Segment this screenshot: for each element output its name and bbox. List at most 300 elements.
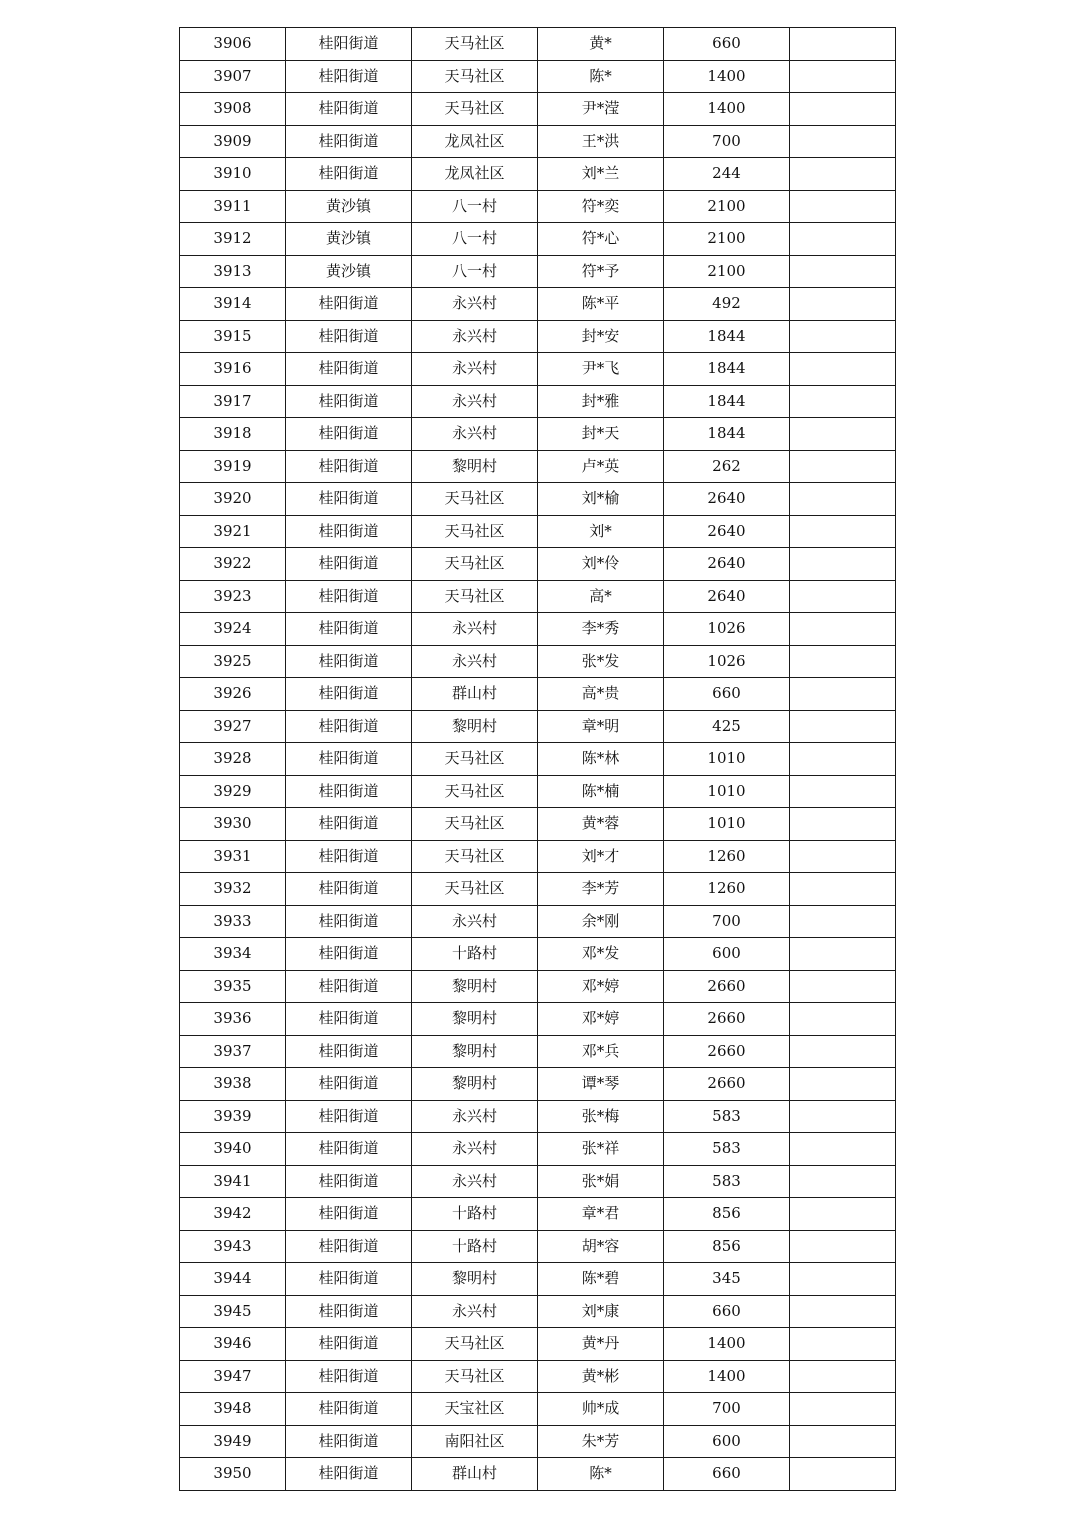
name-cell: 章*君 (538, 1198, 664, 1231)
table-row (180, 483, 896, 516)
town-cell: 桂阳街道 (286, 1003, 412, 1036)
amount-cell: 1844 (664, 320, 790, 353)
town-cell: 黄沙镇 (286, 223, 412, 256)
table-row (180, 418, 896, 451)
amount-cell: 1026 (664, 645, 790, 678)
note-cell (790, 28, 896, 61)
table-row (180, 190, 896, 223)
roster-table (179, 27, 896, 1491)
table-row (180, 743, 896, 776)
serial-number-cell: 3921 (180, 515, 286, 548)
town-cell: 桂阳街道 (286, 385, 412, 418)
name-cell: 邓*兵 (538, 1035, 664, 1068)
note-cell (790, 1035, 896, 1068)
serial-number-cell: 3922 (180, 548, 286, 581)
amount-cell: 2100 (664, 190, 790, 223)
town-cell: 桂阳街道 (286, 1263, 412, 1296)
village-cell: 天马社区 (412, 548, 538, 581)
town-cell: 桂阳街道 (286, 1133, 412, 1166)
name-cell: 尹*飞 (538, 353, 664, 386)
table-row (180, 1425, 896, 1458)
village-cell: 天马社区 (412, 93, 538, 126)
table-row (180, 515, 896, 548)
note-cell (790, 1133, 896, 1166)
serial-number-cell: 3949 (180, 1425, 286, 1458)
serial-number-cell: 3940 (180, 1133, 286, 1166)
serial-number-cell: 3927 (180, 710, 286, 743)
note-cell (790, 515, 896, 548)
serial-number-cell: 3936 (180, 1003, 286, 1036)
note-cell (790, 1003, 896, 1036)
amount-cell: 856 (664, 1230, 790, 1263)
town-cell: 桂阳街道 (286, 1328, 412, 1361)
note-cell (790, 1198, 896, 1231)
serial-number-cell: 3916 (180, 353, 286, 386)
village-cell: 八一村 (412, 255, 538, 288)
table-row (180, 1393, 896, 1426)
table-row (180, 710, 896, 743)
village-cell: 十路村 (412, 1230, 538, 1263)
serial-number-cell: 3918 (180, 418, 286, 451)
note-cell (790, 190, 896, 223)
table-row (180, 255, 896, 288)
note-cell (790, 580, 896, 613)
village-cell: 天马社区 (412, 28, 538, 61)
amount-cell: 1400 (664, 1360, 790, 1393)
town-cell: 桂阳街道 (286, 1165, 412, 1198)
serial-number-cell: 3930 (180, 808, 286, 841)
note-cell (790, 678, 896, 711)
serial-number-cell: 3945 (180, 1295, 286, 1328)
serial-number-cell: 3920 (180, 483, 286, 516)
amount-cell: 1844 (664, 418, 790, 451)
name-cell: 张*发 (538, 645, 664, 678)
note-cell (790, 1165, 896, 1198)
serial-number-cell: 3934 (180, 938, 286, 971)
table-row (180, 353, 896, 386)
serial-number-cell: 3911 (180, 190, 286, 223)
table-row (180, 60, 896, 93)
serial-number-cell: 3932 (180, 873, 286, 906)
name-cell: 高*贵 (538, 678, 664, 711)
table-row (180, 28, 896, 61)
village-cell: 永兴村 (412, 320, 538, 353)
village-cell: 龙凤社区 (412, 125, 538, 158)
serial-number-cell: 3933 (180, 905, 286, 938)
village-cell: 永兴村 (412, 905, 538, 938)
note-cell (790, 1458, 896, 1491)
town-cell: 桂阳街道 (286, 1035, 412, 1068)
amount-cell: 2660 (664, 1068, 790, 1101)
village-cell: 天马社区 (412, 743, 538, 776)
town-cell: 桂阳街道 (286, 158, 412, 191)
amount-cell: 583 (664, 1165, 790, 1198)
table-row (180, 1263, 896, 1296)
serial-number-cell: 3909 (180, 125, 286, 158)
note-cell (790, 645, 896, 678)
name-cell: 黄*蓉 (538, 808, 664, 841)
name-cell: 朱*芳 (538, 1425, 664, 1458)
note-cell (790, 223, 896, 256)
table-row (180, 223, 896, 256)
village-cell: 天马社区 (412, 483, 538, 516)
village-cell: 黎明村 (412, 1068, 538, 1101)
table-row (180, 1003, 896, 1036)
amount-cell: 1026 (664, 613, 790, 646)
town-cell: 桂阳街道 (286, 1425, 412, 1458)
note-cell (790, 450, 896, 483)
amount-cell: 1844 (664, 385, 790, 418)
name-cell: 黄*丹 (538, 1328, 664, 1361)
note-cell (790, 840, 896, 873)
name-cell: 陈* (538, 1458, 664, 1491)
amount-cell: 1260 (664, 873, 790, 906)
village-cell: 黎明村 (412, 450, 538, 483)
town-cell: 桂阳街道 (286, 1458, 412, 1491)
amount-cell: 2640 (664, 483, 790, 516)
serial-number-cell: 3908 (180, 93, 286, 126)
table-row (180, 385, 896, 418)
village-cell: 永兴村 (412, 385, 538, 418)
town-cell: 桂阳街道 (286, 808, 412, 841)
name-cell: 邓*婷 (538, 1003, 664, 1036)
amount-cell: 856 (664, 1198, 790, 1231)
note-cell (790, 1230, 896, 1263)
name-cell: 符*奕 (538, 190, 664, 223)
name-cell: 陈*平 (538, 288, 664, 321)
note-cell (790, 970, 896, 1003)
roster-table-body (180, 28, 896, 1491)
name-cell: 张*祥 (538, 1133, 664, 1166)
note-cell (790, 1068, 896, 1101)
name-cell: 尹*滢 (538, 93, 664, 126)
table-row (180, 320, 896, 353)
name-cell: 刘*伶 (538, 548, 664, 581)
serial-number-cell: 3937 (180, 1035, 286, 1068)
serial-number-cell: 3939 (180, 1100, 286, 1133)
town-cell: 桂阳街道 (286, 418, 412, 451)
table-row (180, 905, 896, 938)
town-cell: 桂阳街道 (286, 938, 412, 971)
name-cell: 符*予 (538, 255, 664, 288)
name-cell: 刘*榆 (538, 483, 664, 516)
town-cell: 桂阳街道 (286, 873, 412, 906)
town-cell: 桂阳街道 (286, 710, 412, 743)
name-cell: 邓*发 (538, 938, 664, 971)
town-cell: 黄沙镇 (286, 190, 412, 223)
name-cell: 卢*英 (538, 450, 664, 483)
amount-cell: 262 (664, 450, 790, 483)
note-cell (790, 1360, 896, 1393)
town-cell: 桂阳街道 (286, 125, 412, 158)
village-cell: 永兴村 (412, 613, 538, 646)
serial-number-cell: 3914 (180, 288, 286, 321)
note-cell (790, 743, 896, 776)
name-cell: 李*秀 (538, 613, 664, 646)
village-cell: 八一村 (412, 190, 538, 223)
name-cell: 符*心 (538, 223, 664, 256)
village-cell: 天马社区 (412, 775, 538, 808)
serial-number-cell: 3943 (180, 1230, 286, 1263)
name-cell: 邓*婷 (538, 970, 664, 1003)
amount-cell: 2640 (664, 548, 790, 581)
village-cell: 黎明村 (412, 1035, 538, 1068)
serial-number-cell: 3913 (180, 255, 286, 288)
serial-number-cell: 3926 (180, 678, 286, 711)
table-row (180, 288, 896, 321)
village-cell: 天马社区 (412, 1360, 538, 1393)
table-row (180, 1198, 896, 1231)
town-cell: 桂阳街道 (286, 1360, 412, 1393)
amount-cell: 660 (664, 28, 790, 61)
amount-cell: 1400 (664, 60, 790, 93)
table-row (180, 645, 896, 678)
amount-cell: 2660 (664, 1003, 790, 1036)
town-cell: 桂阳街道 (286, 60, 412, 93)
town-cell: 桂阳街道 (286, 1230, 412, 1263)
name-cell: 黄*彬 (538, 1360, 664, 1393)
table-row (180, 678, 896, 711)
village-cell: 天宝社区 (412, 1393, 538, 1426)
amount-cell: 600 (664, 1425, 790, 1458)
village-cell: 永兴村 (412, 1165, 538, 1198)
note-cell (790, 385, 896, 418)
town-cell: 桂阳街道 (286, 320, 412, 353)
village-cell: 天马社区 (412, 1328, 538, 1361)
village-cell: 龙凤社区 (412, 158, 538, 191)
name-cell: 章*明 (538, 710, 664, 743)
table-row (180, 125, 896, 158)
note-cell (790, 938, 896, 971)
amount-cell: 583 (664, 1133, 790, 1166)
town-cell: 桂阳街道 (286, 548, 412, 581)
note-cell (790, 873, 896, 906)
serial-number-cell: 3947 (180, 1360, 286, 1393)
town-cell: 桂阳街道 (286, 1295, 412, 1328)
serial-number-cell: 3923 (180, 580, 286, 613)
town-cell: 桂阳街道 (286, 580, 412, 613)
serial-number-cell: 3907 (180, 60, 286, 93)
serial-number-cell: 3917 (180, 385, 286, 418)
amount-cell: 2660 (664, 1035, 790, 1068)
name-cell: 高* (538, 580, 664, 613)
village-cell: 八一村 (412, 223, 538, 256)
amount-cell: 1010 (664, 808, 790, 841)
town-cell: 桂阳街道 (286, 743, 412, 776)
village-cell: 十路村 (412, 1198, 538, 1231)
note-cell (790, 1393, 896, 1426)
name-cell: 封*天 (538, 418, 664, 451)
town-cell: 桂阳街道 (286, 613, 412, 646)
town-cell: 桂阳街道 (286, 1393, 412, 1426)
name-cell: 张*梅 (538, 1100, 664, 1133)
town-cell: 桂阳街道 (286, 450, 412, 483)
note-cell (790, 320, 896, 353)
amount-cell: 700 (664, 905, 790, 938)
serial-number-cell: 3948 (180, 1393, 286, 1426)
amount-cell: 244 (664, 158, 790, 191)
note-cell (790, 125, 896, 158)
name-cell: 刘* (538, 515, 664, 548)
name-cell: 余*刚 (538, 905, 664, 938)
name-cell: 刘*兰 (538, 158, 664, 191)
name-cell: 黄* (538, 28, 664, 61)
village-cell: 天马社区 (412, 840, 538, 873)
table-row (180, 1458, 896, 1491)
table-row (180, 1328, 896, 1361)
table-row (180, 775, 896, 808)
note-cell (790, 613, 896, 646)
amount-cell: 425 (664, 710, 790, 743)
table-row (180, 970, 896, 1003)
table-row (180, 808, 896, 841)
name-cell: 封*雅 (538, 385, 664, 418)
serial-number-cell: 3929 (180, 775, 286, 808)
table-row (180, 873, 896, 906)
serial-number-cell: 3938 (180, 1068, 286, 1101)
table-row (180, 1295, 896, 1328)
note-cell (790, 158, 896, 191)
serial-number-cell: 3912 (180, 223, 286, 256)
serial-number-cell: 3946 (180, 1328, 286, 1361)
village-cell: 黎明村 (412, 1263, 538, 1296)
amount-cell: 2660 (664, 970, 790, 1003)
note-cell (790, 905, 896, 938)
village-cell: 天马社区 (412, 60, 538, 93)
amount-cell: 1400 (664, 93, 790, 126)
name-cell: 封*安 (538, 320, 664, 353)
town-cell: 黄沙镇 (286, 255, 412, 288)
table-row (180, 613, 896, 646)
note-cell (790, 418, 896, 451)
note-cell (790, 808, 896, 841)
amount-cell: 2640 (664, 580, 790, 613)
table-row (180, 580, 896, 613)
village-cell: 永兴村 (412, 288, 538, 321)
note-cell (790, 1263, 896, 1296)
serial-number-cell: 3915 (180, 320, 286, 353)
name-cell: 陈*碧 (538, 1263, 664, 1296)
town-cell: 桂阳街道 (286, 1198, 412, 1231)
serial-number-cell: 3924 (180, 613, 286, 646)
village-cell: 永兴村 (412, 1295, 538, 1328)
amount-cell: 1010 (664, 775, 790, 808)
name-cell: 陈* (538, 60, 664, 93)
note-cell (790, 1100, 896, 1133)
note-cell (790, 1425, 896, 1458)
amount-cell: 660 (664, 678, 790, 711)
town-cell: 桂阳街道 (286, 775, 412, 808)
town-cell: 桂阳街道 (286, 28, 412, 61)
village-cell: 十路村 (412, 938, 538, 971)
table-row (180, 93, 896, 126)
serial-number-cell: 3935 (180, 970, 286, 1003)
village-cell: 群山村 (412, 678, 538, 711)
amount-cell: 700 (664, 1393, 790, 1426)
village-cell: 天马社区 (412, 808, 538, 841)
table-row (180, 1133, 896, 1166)
amount-cell: 1260 (664, 840, 790, 873)
village-cell: 黎明村 (412, 970, 538, 1003)
village-cell: 永兴村 (412, 645, 538, 678)
amount-cell: 660 (664, 1458, 790, 1491)
table-row (180, 158, 896, 191)
town-cell: 桂阳街道 (286, 483, 412, 516)
note-cell (790, 548, 896, 581)
amount-cell: 2640 (664, 515, 790, 548)
name-cell: 刘*才 (538, 840, 664, 873)
note-cell (790, 1328, 896, 1361)
amount-cell: 600 (664, 938, 790, 971)
name-cell: 胡*容 (538, 1230, 664, 1263)
village-cell: 黎明村 (412, 1003, 538, 1036)
note-cell (790, 775, 896, 808)
village-cell: 永兴村 (412, 353, 538, 386)
village-cell: 南阳社区 (412, 1425, 538, 1458)
serial-number-cell: 3941 (180, 1165, 286, 1198)
table-row (180, 1360, 896, 1393)
table-row (180, 840, 896, 873)
note-cell (790, 483, 896, 516)
table-row (180, 1165, 896, 1198)
name-cell: 张*娟 (538, 1165, 664, 1198)
amount-cell: 700 (664, 125, 790, 158)
table-row (180, 1035, 896, 1068)
note-cell (790, 60, 896, 93)
amount-cell: 345 (664, 1263, 790, 1296)
town-cell: 桂阳街道 (286, 970, 412, 1003)
village-cell: 天马社区 (412, 580, 538, 613)
serial-number-cell: 3931 (180, 840, 286, 873)
name-cell: 陈*楠 (538, 775, 664, 808)
amount-cell: 1400 (664, 1328, 790, 1361)
amount-cell: 492 (664, 288, 790, 321)
table-row (180, 1100, 896, 1133)
note-cell (790, 710, 896, 743)
village-cell: 群山村 (412, 1458, 538, 1491)
town-cell: 桂阳街道 (286, 678, 412, 711)
town-cell: 桂阳街道 (286, 840, 412, 873)
amount-cell: 2100 (664, 223, 790, 256)
amount-cell: 583 (664, 1100, 790, 1133)
table-row (180, 1068, 896, 1101)
table-row (180, 450, 896, 483)
town-cell: 桂阳街道 (286, 1068, 412, 1101)
village-cell: 黎明村 (412, 710, 538, 743)
serial-number-cell: 3919 (180, 450, 286, 483)
name-cell: 谭*琴 (538, 1068, 664, 1101)
serial-number-cell: 3928 (180, 743, 286, 776)
note-cell (790, 1295, 896, 1328)
table-row (180, 938, 896, 971)
town-cell: 桂阳街道 (286, 288, 412, 321)
town-cell: 桂阳街道 (286, 515, 412, 548)
serial-number-cell: 3942 (180, 1198, 286, 1231)
table-row (180, 548, 896, 581)
note-cell (790, 288, 896, 321)
serial-number-cell: 3925 (180, 645, 286, 678)
note-cell (790, 255, 896, 288)
name-cell: 刘*康 (538, 1295, 664, 1328)
town-cell: 桂阳街道 (286, 93, 412, 126)
town-cell: 桂阳街道 (286, 1100, 412, 1133)
serial-number-cell: 3950 (180, 1458, 286, 1491)
village-cell: 永兴村 (412, 1133, 538, 1166)
name-cell: 李*芳 (538, 873, 664, 906)
name-cell: 王*洪 (538, 125, 664, 158)
amount-cell: 660 (664, 1295, 790, 1328)
village-cell: 天马社区 (412, 873, 538, 906)
